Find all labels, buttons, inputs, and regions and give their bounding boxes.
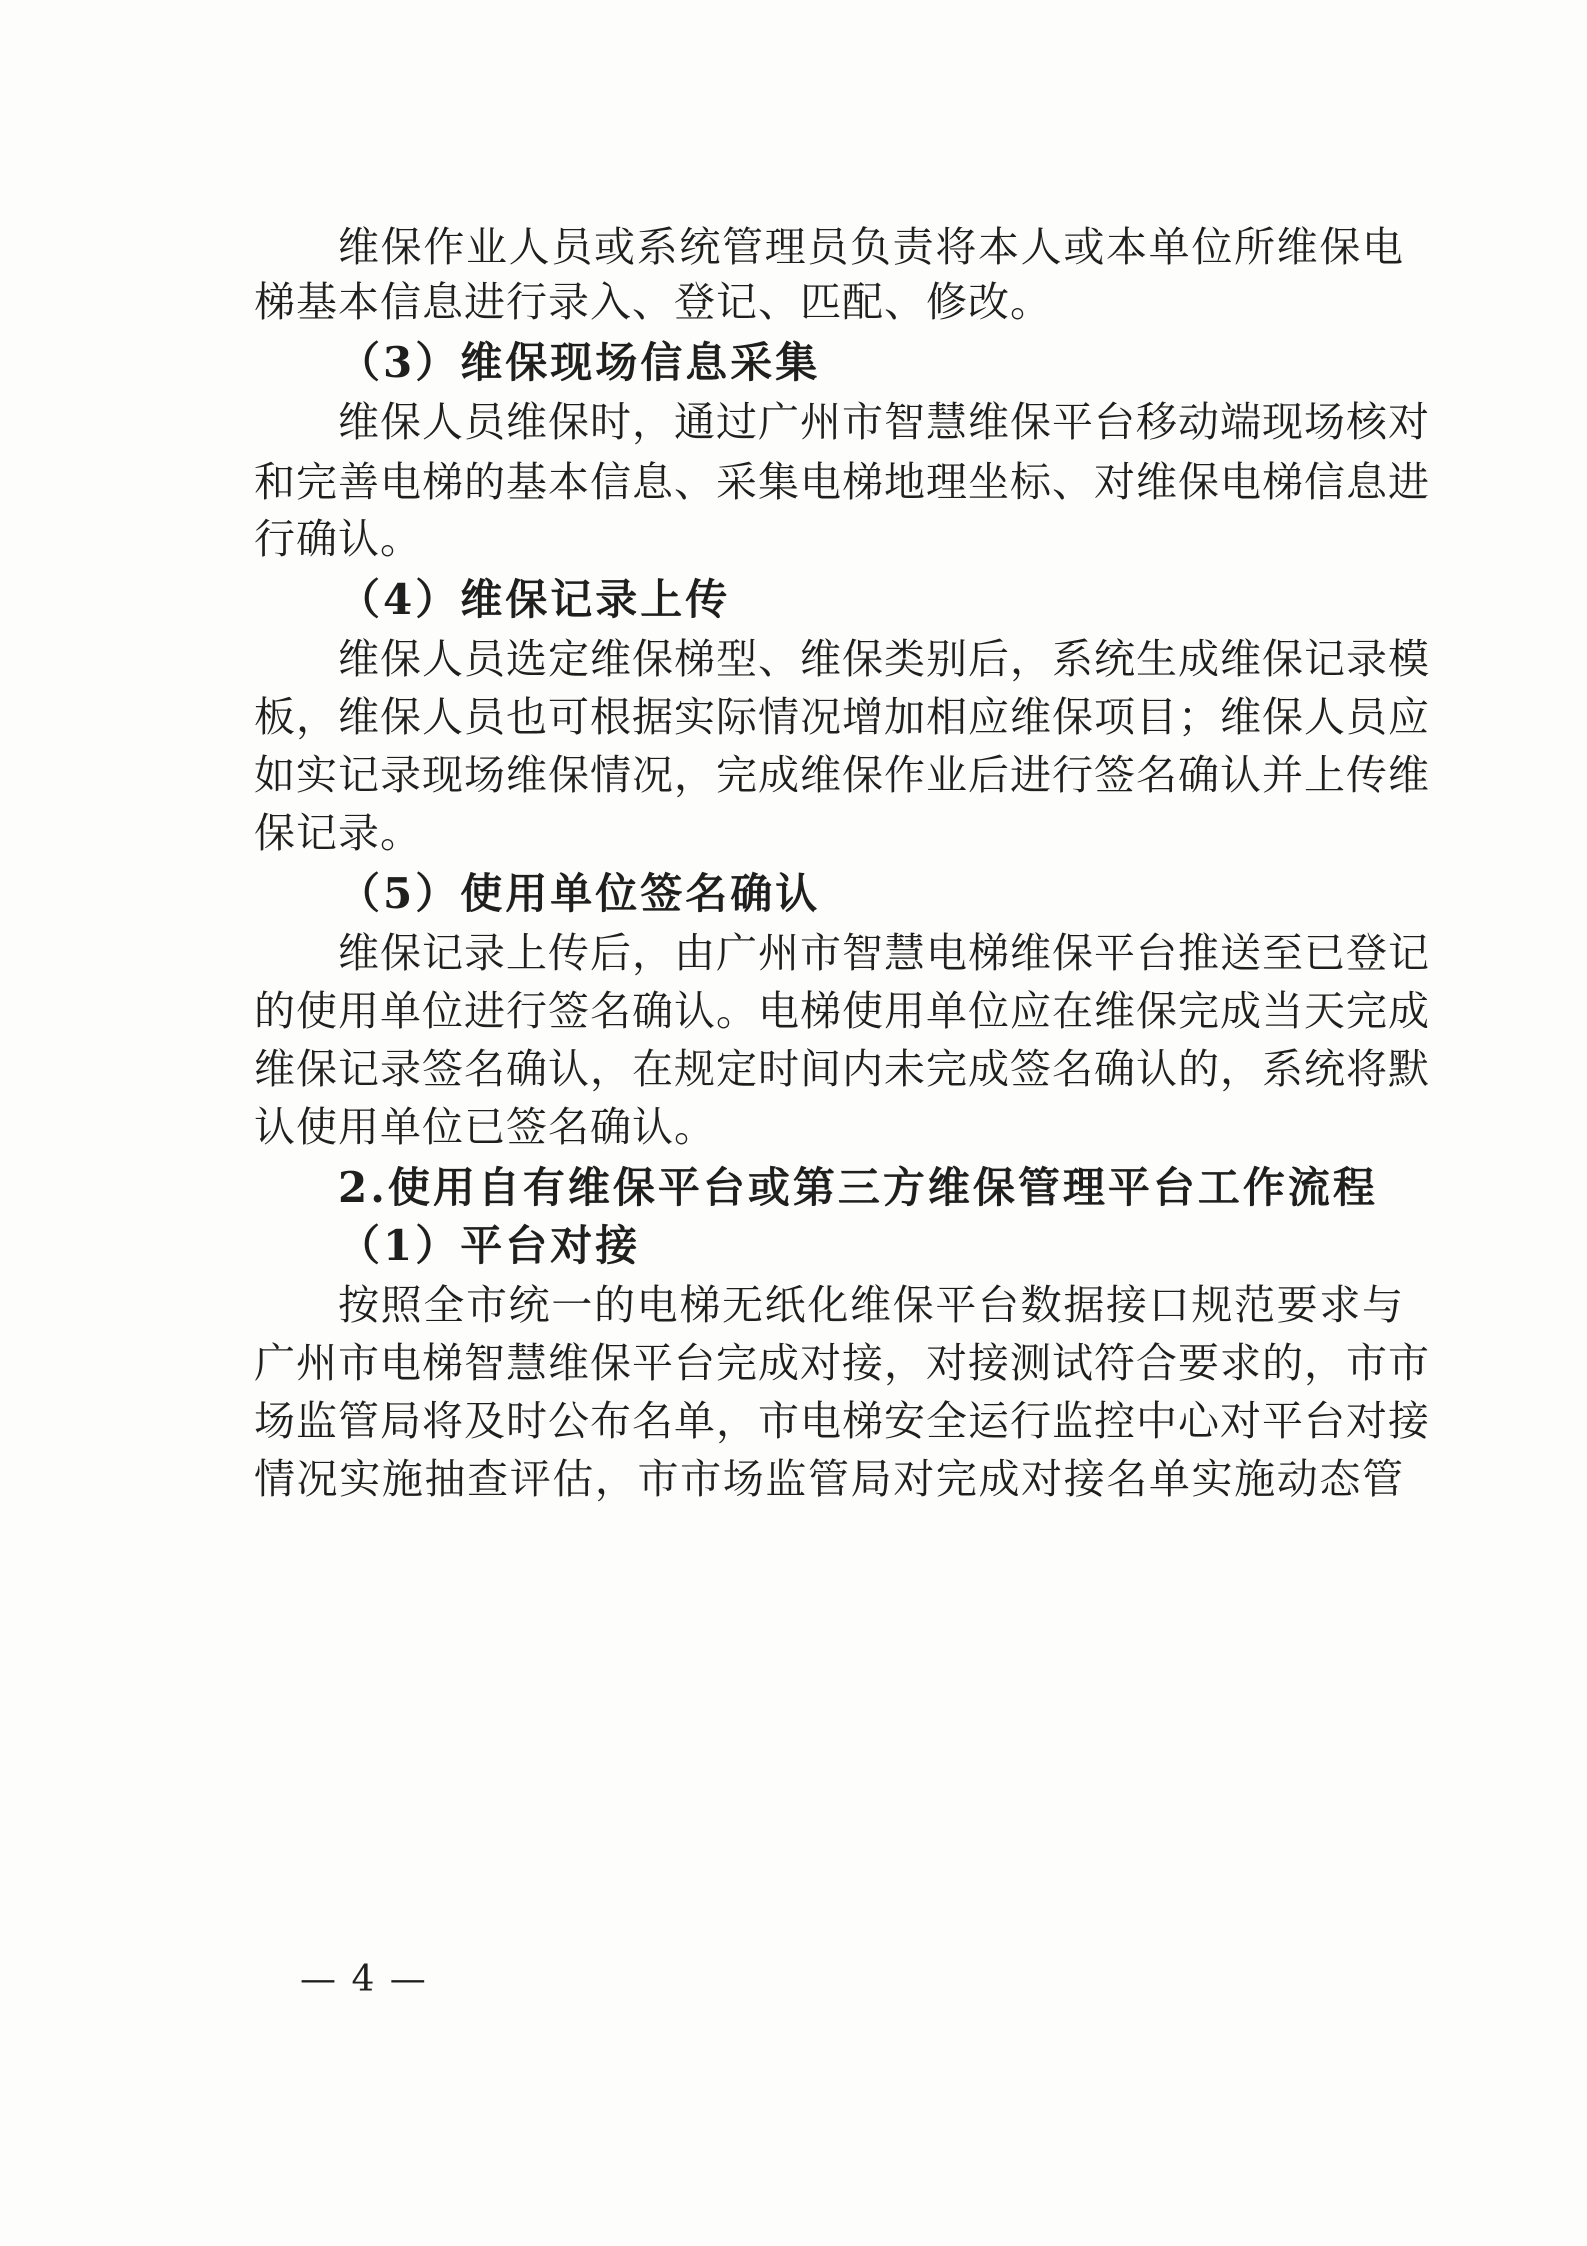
paragraph-line: 保记录。: [254, 809, 422, 857]
subheading: （1）平台对接: [338, 1221, 641, 1270]
paragraph-line: 认使用单位已签名确认。: [254, 1103, 716, 1151]
paragraph-line: 广州市电梯智慧维保平台完成对接，对接测试符合要求的，市市: [254, 1339, 1430, 1387]
paragraph-line: 和完善电梯的基本信息、采集电梯地理坐标、对维保电梯信息进: [254, 458, 1430, 506]
paragraph-line: 板，维保人员也可根据实际情况增加相应维保项目；维保人员应: [254, 693, 1430, 741]
paragraph-line: 维保人员维保时，通过广州市智慧维保平台移动端现场核对: [338, 398, 1430, 446]
paragraph-line: 行确认。: [254, 515, 422, 563]
page-number: — 4 —: [300, 1959, 428, 2000]
subheading: （5）使用单位签名确认: [338, 869, 821, 918]
paragraph-line: 维保记录上传后，由广州市智慧电梯维保平台推送至已登记: [338, 929, 1430, 977]
subheading: （3）维保现场信息采集: [338, 338, 821, 387]
paragraph-line: 维保记录签名确认，在规定时间内未完成签名确认的，系统将默: [254, 1045, 1430, 1093]
paragraph-line: 如实记录现场维保情况，完成维保作业后进行签名确认并上传维: [254, 751, 1430, 799]
paragraph-line: 维保作业人员或系统管理员负责将本人或本单位所维保电: [338, 223, 1404, 271]
paragraph-line: 情况实施抽查评估，市市场监管局对完成对接名单实施动态管: [254, 1455, 1404, 1503]
paragraph-line: 的使用单位进行签名确认。电梯使用单位应在维保完成当天完成: [254, 987, 1430, 1035]
paragraph-line: 场监管局将及时公布名单，市电梯安全运行监控中心对平台对接: [254, 1397, 1430, 1445]
section-heading: 2.使用自有维保平台或第三方维保管理平台工作流程: [338, 1163, 1378, 1212]
paragraph-line: 梯基本信息进行录入、登记、匹配、修改。: [254, 278, 1052, 326]
subheading: （4）维保记录上传: [338, 575, 731, 624]
paragraph-line: 按照全市统一的电梯无纸化维保平台数据接口规范要求与: [338, 1281, 1404, 1329]
paragraph-line: 维保人员选定维保梯型、维保类别后，系统生成维保记录模: [338, 635, 1430, 683]
